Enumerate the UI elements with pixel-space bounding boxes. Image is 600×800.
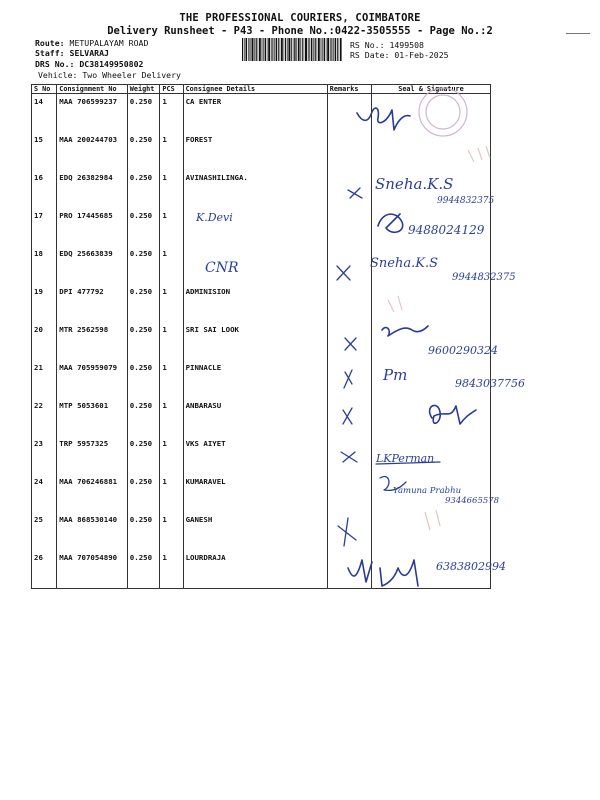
cell-weight: 0.250 — [127, 512, 160, 550]
company-title: THE PROFESSIONAL COURIERS, COIMBATORE — [179, 12, 421, 24]
hw-row17-phone: 9488024129 — [408, 223, 485, 237]
header-weight: Weight — [127, 85, 160, 94]
corner-dash-mark — [566, 33, 590, 34]
cell-remarks — [327, 436, 371, 474]
rs-no-line — [350, 40, 424, 50]
cell-seal — [372, 208, 491, 246]
cell-pcs: 1 — [160, 208, 183, 246]
cell-consignment: MTR 2562598 — [57, 322, 128, 360]
drs-line — [35, 59, 143, 69]
hw-row21-name: Pm — [383, 366, 408, 384]
runsheet-subtitle: Delivery Runsheet - P43 - Phone No.:0422-3505555 - Page No.:2 — [107, 25, 493, 37]
cell-weight: 0.250 — [127, 208, 160, 246]
table-row — [32, 94, 491, 133]
cell-pcs: 1 — [160, 132, 183, 170]
cell-consignment: MAA 705959079 — [57, 360, 128, 398]
cell-sno: 26 — [32, 550, 57, 589]
cell-remarks — [327, 208, 371, 246]
cell-pcs: 1 — [160, 94, 183, 133]
cell-seal — [372, 360, 491, 398]
cell-pcs: 1 — [160, 360, 183, 398]
cell-consignee: VKS AIYET — [183, 436, 327, 474]
cell-sno: 25 — [32, 512, 57, 550]
cell-seal — [372, 322, 491, 360]
cell-sno: 23 — [32, 436, 57, 474]
cell-consignee: PINNACLE — [183, 360, 327, 398]
cell-pcs: 1 — [160, 474, 183, 512]
cell-remarks — [327, 132, 371, 170]
cell-remarks — [327, 474, 371, 512]
cell-pcs: 1 — [160, 246, 183, 284]
cell-weight: 0.250 — [127, 284, 160, 322]
drs-label: DRS No.: — [35, 59, 75, 69]
hw-row23-name: LKPerman — [376, 452, 435, 465]
cell-sno: 19 — [32, 284, 57, 322]
cell-remarks — [327, 360, 371, 398]
cell-seal — [372, 246, 491, 284]
cell-remarks — [327, 398, 371, 436]
table-row — [32, 246, 491, 284]
barcode-image — [242, 38, 342, 61]
cell-seal — [372, 132, 491, 170]
table-row — [32, 208, 491, 246]
hw-row21-phone: 9843037756 — [455, 377, 525, 390]
cell-pcs: 1 — [160, 436, 183, 474]
cell-consignment: TRP 5957325 — [57, 436, 128, 474]
cell-pcs: 1 — [160, 398, 183, 436]
table-row — [32, 322, 491, 360]
header-remarks: Remarks — [327, 85, 371, 94]
cell-remarks — [327, 322, 371, 360]
cell-weight: 0.250 — [127, 170, 160, 208]
cell-seal — [372, 474, 491, 512]
cell-weight: 0.250 — [127, 246, 160, 284]
cell-consignment: EDQ 26382984 — [57, 170, 128, 208]
table-row — [32, 132, 491, 170]
cell-seal — [372, 284, 491, 322]
hw-row17-consignee: K.Devi — [196, 211, 233, 224]
header-consignment: Consignment No — [57, 85, 128, 94]
cell-pcs: 1 — [160, 550, 183, 589]
cell-weight: 0.250 — [127, 94, 160, 133]
route-line — [35, 38, 148, 48]
cell-consignment: MAA 706599237 — [57, 94, 128, 133]
vehicle-label: Vehicle: — [38, 70, 78, 80]
cell-consignee: ADMINISION — [183, 284, 327, 322]
cell-sno: 16 — [32, 170, 57, 208]
table-row — [32, 170, 491, 208]
hw-row24-name: Yamuna Prabhu — [393, 486, 462, 496]
hw-row18-name: Sneha.K.S — [370, 256, 438, 271]
cell-consignee: FOREST — [183, 132, 327, 170]
cell-consignee — [183, 208, 327, 246]
cell-pcs: 1 — [160, 322, 183, 360]
cell-weight: 0.250 — [127, 132, 160, 170]
cell-weight: 0.250 — [127, 550, 160, 589]
cell-remarks — [327, 284, 371, 322]
cell-consignment: DPI 477792 — [57, 284, 128, 322]
cell-remarks — [327, 246, 371, 284]
rs-date-value: 01-Feb-2025 — [394, 50, 449, 60]
cell-seal — [372, 436, 491, 474]
cell-seal — [372, 550, 491, 589]
rs-date-line — [350, 50, 449, 60]
table-row — [32, 398, 491, 436]
hw-row24-phone: 9344665578 — [445, 496, 500, 506]
cell-sno: 21 — [32, 360, 57, 398]
rs-date-label: RS Date: — [350, 50, 390, 60]
cell-seal — [372, 170, 491, 208]
cell-weight: 0.250 — [127, 360, 160, 398]
cell-pcs: 1 — [160, 284, 183, 322]
header-sno: S No — [32, 85, 57, 94]
staff-line — [35, 48, 109, 58]
cell-pcs: 1 — [160, 170, 183, 208]
hw-row20-phone: 9600290324 — [428, 344, 498, 357]
drs-value: DC38149950802 — [79, 59, 144, 69]
cell-remarks — [327, 170, 371, 208]
cell-consignee — [183, 246, 327, 284]
hw-row16-phone: 9944832375 — [437, 196, 495, 206]
table-row — [32, 474, 491, 512]
cell-consignee: GANESH — [183, 512, 327, 550]
cell-consignment: MAA 200244703 — [57, 132, 128, 170]
header-seal: Seal & Signature — [372, 85, 491, 94]
cell-remarks — [327, 94, 371, 133]
header-consignee: Consignee Details — [183, 85, 327, 94]
cell-sno: 17 — [32, 208, 57, 246]
cell-consignee: KUMARAVEL — [183, 474, 327, 512]
cell-consignment: MAA 706246881 — [57, 474, 128, 512]
route-label: Route: — [35, 38, 65, 48]
cell-seal — [372, 512, 491, 550]
table-row — [32, 360, 491, 398]
rs-no-label: RS No.: — [350, 40, 385, 50]
cell-consignee: CA ENTER — [183, 94, 327, 133]
cell-consignee: ANBARASU — [183, 398, 327, 436]
delivery-table — [31, 84, 491, 589]
cell-sno: 22 — [32, 398, 57, 436]
cell-weight: 0.250 — [127, 436, 160, 474]
cell-sno: 20 — [32, 322, 57, 360]
table-row — [32, 436, 491, 474]
rs-no-value: 1499508 — [389, 40, 424, 50]
cell-weight: 0.250 — [127, 398, 160, 436]
vehicle-line — [38, 70, 181, 80]
table-row — [32, 512, 491, 550]
header-pcs: PCS — [160, 85, 183, 94]
hw-row16-name: Sneha.K.S — [375, 175, 454, 193]
hw-row26-phone: 6383802994 — [436, 560, 506, 573]
cell-sno: 14 — [32, 94, 57, 133]
cell-remarks — [327, 550, 371, 589]
cell-remarks — [327, 512, 371, 550]
vehicle-value: Two Wheeler Delivery — [82, 70, 181, 80]
cell-consignee: LOURDRAJA — [183, 550, 327, 589]
table-row — [32, 284, 491, 322]
cell-consignee: AVINASHILINGA. — [183, 170, 327, 208]
cell-consignment: PRO 17445685 — [57, 208, 128, 246]
table-row — [32, 550, 491, 589]
cell-pcs: 1 — [160, 512, 183, 550]
cell-consignment: MTP 5053601 — [57, 398, 128, 436]
cell-seal — [372, 398, 491, 436]
cell-sno: 24 — [32, 474, 57, 512]
cell-sno: 15 — [32, 132, 57, 170]
cell-consignment: EDQ 25663839 — [57, 246, 128, 284]
cell-weight: 0.250 — [127, 474, 160, 512]
cell-consignment: MAA 707054890 — [57, 550, 128, 589]
staff-value: SELVARAJ — [69, 48, 109, 58]
hw-row18-consignee: CNR — [205, 260, 239, 276]
cell-seal — [372, 94, 491, 133]
table-header-row — [32, 85, 491, 94]
hw-row18-phone: 9944832375 — [452, 272, 516, 283]
cell-weight: 0.250 — [127, 322, 160, 360]
cell-consignment: MAA 868530140 — [57, 512, 128, 550]
route-value: METUPALAYAM ROAD — [69, 38, 149, 48]
staff-label: Staff: — [35, 48, 65, 58]
cell-consignee: SRI SAI LOOK — [183, 322, 327, 360]
cell-sno: 18 — [32, 246, 57, 284]
